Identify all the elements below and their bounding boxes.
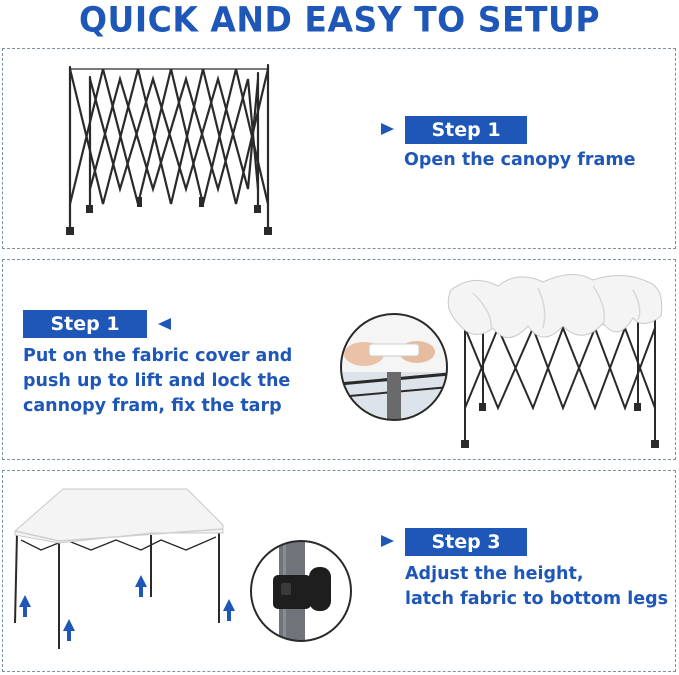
step-description-line: Adjust the height, [405, 564, 584, 584]
leg-latch-closeup-illustration [249, 539, 353, 643]
pointer-arrow-icon [381, 535, 394, 547]
step-panel-3 [2, 470, 676, 672]
fabric-attach-closeup-illustration [339, 312, 449, 422]
step-panel-1 [2, 48, 676, 249]
step-description-line: cannopy fram, fix the tarp [23, 396, 282, 416]
frame-with-fabric-illustration [443, 268, 668, 453]
step-description-line: Open the canopy frame [404, 150, 636, 170]
step-description [404, 148, 635, 173]
step-description [405, 562, 668, 612]
step-badge: Step 3 [405, 528, 527, 556]
step-panel-2 [2, 259, 676, 460]
step-description-line: push up to lift and lock the [23, 371, 291, 391]
pointer-arrow-icon [158, 318, 171, 330]
step-description [23, 344, 292, 419]
page-title: QUICK AND EASY TO SETUP [78, 0, 601, 40]
folded-frame-illustration [58, 59, 288, 239]
pointer-arrow-icon [381, 123, 394, 135]
step-description-line: latch fabric to bottom legs [405, 589, 669, 609]
open-canopy-illustration [11, 485, 243, 657]
step-description-line: Put on the fabric cover and [23, 346, 293, 366]
step-badge: Step 1 [405, 116, 527, 144]
step-badge: Step 1 [23, 310, 147, 338]
